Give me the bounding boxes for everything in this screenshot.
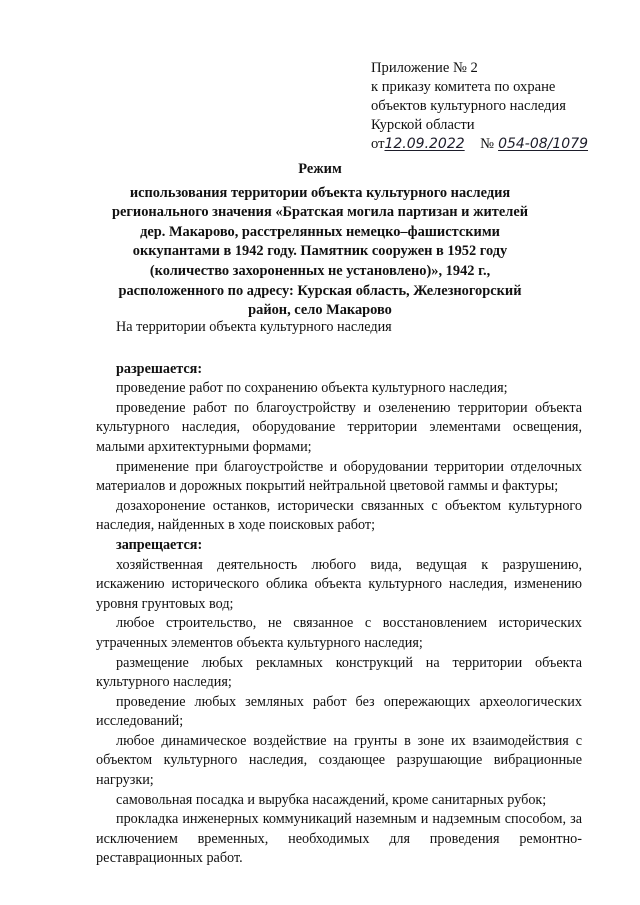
allowed-item: применение при благоустройстве и оборудовании территории отделочных материалов и дорожных покрытий нейтральной цветовой гаммы и фактуры; (96, 458, 582, 495)
ot-label: от (371, 136, 385, 152)
allowed-item: дозахоронение останков, исторически связанных с объектом культурного наследия, найденных в ходе поисковых работ; (96, 497, 582, 534)
allowed-item: проведение работ по сохранению объекта культурного наследия; (116, 380, 508, 397)
appendix-order-ref: к приказу комитета по охране (371, 79, 556, 95)
forbidden-item: любое строительство, не связанное с восстановлением исторических утраченных элементов объекта культурного наследия; (96, 615, 582, 651)
intro-text: На территории объекта культурного наследия (116, 319, 392, 335)
forbidden-item: проведение любых земляных работ без опережающих археологических исследований; (96, 693, 582, 730)
handwritten-number: 054-08/1079 (498, 136, 589, 152)
title-word: Режим (298, 161, 342, 177)
allowed-item: проведение работ по благоустройству и озеленению территории объекта культурного наследия, оборудование территории элементами освещения, малыми архитектурными формами; (96, 399, 582, 455)
forbidden-item: прокладка инженерных коммуникаций наземным и надземным способом, за исключением временных, необходимых для проведения ремонтно-реставрационных работ. (96, 811, 582, 867)
allowed-heading: разрешается: (116, 360, 203, 377)
order-date-number-line (371, 135, 631, 154)
forbidden-item: хозяйственная деятельность любого вида, ведущая к разрушению, искажению исторического облика объекта культурного наследия, изменению уровня грунтовых вод; (96, 556, 582, 612)
handwritten-date: 12.09.2022 (384, 136, 465, 152)
title-text: использования территории объекта культурного наследия регионального значения «Братская могила партизан и жителей дер. Макарово, расстрелянных немецко–фашистскими оккупантами в 1942 году. Памятник сооружен в 1952 году (количество захороненных не установлено)», 1942 г., расположенного по адресу: Курская область, Железногорский район, село Макарово (112, 184, 528, 319)
forbidden-item: размещение любых рекламных конструкций на территории объекта культурного наследия; (96, 654, 582, 691)
appendix-region: Курской области (371, 117, 475, 133)
forbidden-item: самовольная посадка и вырубка насаждений, кроме санитарных рубок; (116, 791, 547, 808)
forbidden-item: любое динамическое воздействие на грунты в зоне их взаимодействия с объектом культурного наследия, создающее разрушающие вибрационные нагрузки; (96, 732, 582, 789)
document-body (96, 318, 582, 869)
appendix-header (371, 59, 631, 154)
document-title (110, 160, 530, 321)
appendix-number: Приложение № 2 (371, 60, 478, 76)
number-label: № (480, 136, 495, 152)
appendix-committee: объектов культурного наследия (371, 98, 566, 114)
forbidden-heading: запрещается: (116, 536, 203, 553)
